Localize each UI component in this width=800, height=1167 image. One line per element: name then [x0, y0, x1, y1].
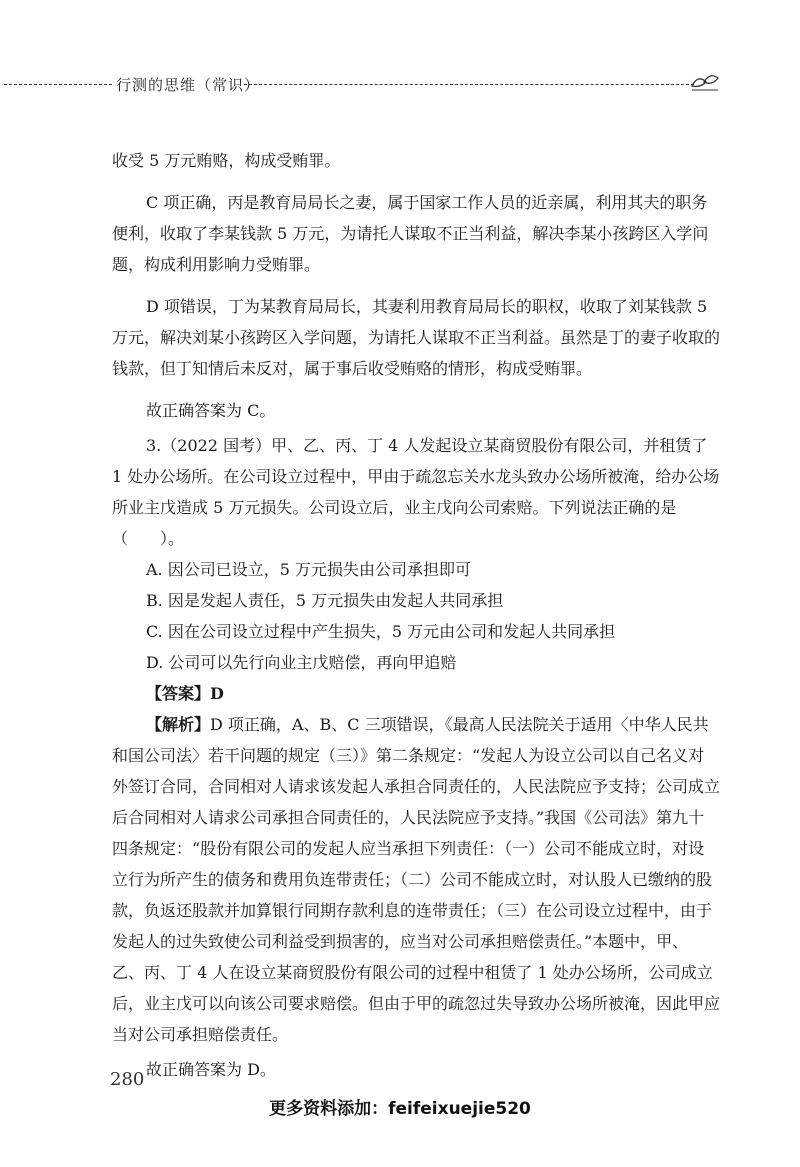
running-header: [0, 72, 800, 96]
analysis-text: D 项正确，A、B、C 三项错误，《最高人民法院关于适用〈中华人民共和国公司法〉若干问题的规定（三）》第二条规定：“发起人为设立公司以自己名义对外签订合同，合同相对人请求该发起人承担合同责任的，人民法院应予支持；公司成立后合同相对人请求公司承担合同责任的，人民法院应予支持。”我国《公司法》第九十四条规定：“股份有限公司的发起人应当承担下列责任：（一）公司不能成立时，对设立行为所产生的债务和费用负连带责任；（二）公司不能成立时，对认股人已缴纳的股款，负返还股款并加算银行同期存款利息的连带责任；（三）在公司设立过程中，由于发起人的过失致使公司利益受到损害的，应当对公司承担赔偿责任。”本题中，甲、乙、丙、丁 4 人在设立某商贸股份有限公司的过程中租赁了 1 处办公场所，公司成立后，业主戊可以向该公司要求赔偿。但由于甲的疏忽过失导致办公场所被淹，因此甲应当对公司承担赔偿责任。: [112, 715, 721, 1044]
option-b: B. 因是发起人责任，5 万元损失由发起人共同承担: [146, 591, 504, 610]
question-conclusion: 故正确答案为 D。: [146, 1060, 276, 1079]
header-title: 行测的思维（常识）: [116, 76, 261, 94]
question-section: [112, 430, 720, 1085]
header-rule-left: [4, 84, 112, 85]
answer-tag: 【答案】: [146, 684, 211, 703]
prev-answer-d-item: D 项错误，丁为某教育局局长，其妻利用教育局局长的职权，收取了刘某钱款 5 万元，解决刘某小孩跨区入学问题，为请托人谋取不正当利益。虽然是丁的妻子收取的钱款，但丁知情后未反对，属于事后收受贿赂的情形，构成受贿罪。: [112, 297, 721, 378]
prev-answer-c-item: C 项正确，丙是教育局局长之妻，属于国家工作人员的近亲属，利用其夫的职务便利，收取了李某钱款 5 万元，为请托人谋取不正当利益，解决李某小孩跨区入学问题，构成利用影响力受贿罪。: [112, 193, 709, 274]
footer-note: 更多资料添加：feifeixuejie520: [269, 1099, 531, 1119]
option-d: D. 公司可以先行向业主戊赔偿，再向甲追赔: [146, 653, 457, 672]
question-stem: 3.（2022 国考）甲、乙、丙、丁 4 人发起设立某商贸股份有限公司，并租赁了 1 处办公场所。在公司设立过程中，甲由于疏忽忘关水龙头致办公场所被淹，给办公场所业主戊造成 5 万元损失。公司设立后，业主戊向公司索赔。下列说法正确的是（ ）。: [112, 436, 720, 548]
page-number: 280: [110, 1069, 145, 1090]
answer-line: [112, 678, 720, 709]
analysis-tag: 【解析】: [146, 715, 211, 734]
prev-answer-line1: 收受 5 万元贿赂，构成受贿罪。: [112, 151, 341, 170]
header-rule-right: [244, 84, 694, 85]
leaf-ornament-icon: [690, 72, 720, 94]
answer-value: D: [210, 684, 224, 703]
option-a: A. 因公司已设立，5 万元损失由公司承担即可: [146, 560, 471, 579]
option-c: C. 因在公司设立过程中产生损失，5 万元由公司和发起人共同承担: [146, 622, 616, 641]
analysis-paragraph: [112, 709, 720, 1050]
prev-answer-section: [112, 145, 720, 426]
prev-answer-conclusion: 故正确答案为 C。: [146, 401, 276, 420]
